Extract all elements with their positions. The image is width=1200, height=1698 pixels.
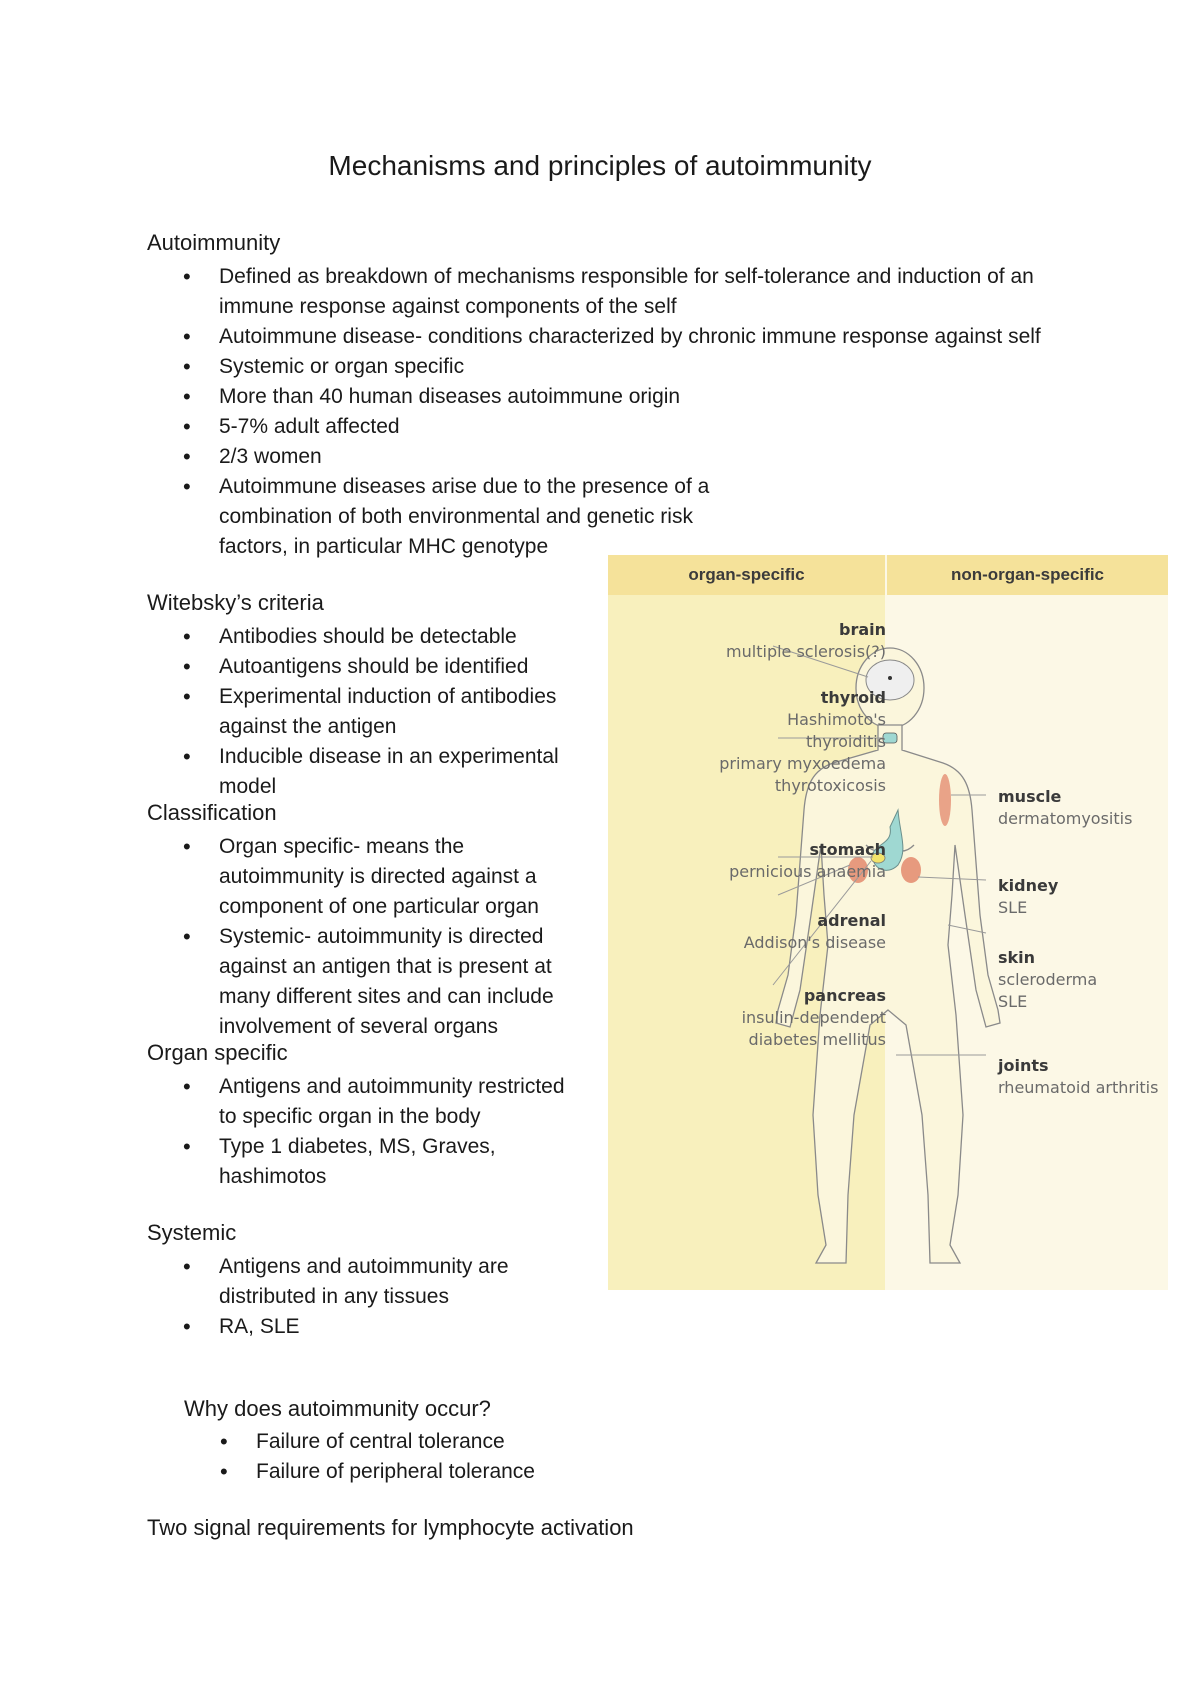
figure-header-organ-specific: organ-specific <box>608 555 885 595</box>
list-item: • Systemic- autoimmunity is directed against an antigen that is present at many different sites and can include involvement of several organs <box>147 922 587 1042</box>
organ-name: brain <box>838 620 886 639</box>
list-item: • 5-7% adult affected <box>147 412 1097 442</box>
organ-name: muscle <box>998 787 1062 806</box>
list-why <box>184 1427 784 1487</box>
label-skin <box>998 947 1097 1013</box>
list-item: • Failure of peripheral tolerance <box>184 1457 784 1487</box>
heading-why: Why does autoimmunity occur? <box>184 1396 491 1421</box>
disease-name: Hashimoto's thyroiditis primary myxoedema thyrotoxicosis <box>719 710 886 795</box>
disease-name: insulin-dependent diabetes mellitus <box>741 1008 886 1049</box>
list-item: • Antigens and autoimmunity restricted to specific organ in the body <box>147 1072 567 1132</box>
list-item: • Organ specific- means the autoimmunity is directed against a component of one particular organ <box>147 832 587 922</box>
human-body-illustration <box>608 595 1168 1290</box>
organ-name: adrenal <box>817 911 886 930</box>
label-muscle <box>998 786 1132 830</box>
organ-name: skin <box>998 948 1036 967</box>
heading-organ-specific: Organ specific <box>147 1040 288 1065</box>
heading-classification: Classification <box>147 800 277 825</box>
list-item: • Type 1 diabetes, MS, Graves, hashimotos <box>147 1132 567 1192</box>
page-title: Mechanisms and principles of autoimmunity <box>328 150 872 181</box>
list-item: • Inducible disease in an experimental model <box>147 742 587 802</box>
list-item: • Experimental induction of antibodies against the antigen <box>147 682 587 742</box>
muscle-shape <box>939 774 951 826</box>
list-item: • Defined as breakdown of mechanisms responsible for self-tolerance and induction of an immune response against components of the self <box>147 262 1097 322</box>
list-item: • RA, SLE <box>147 1312 567 1342</box>
list-item: • More than 40 human diseases autoimmune origin <box>147 382 1097 412</box>
right-kidney-shape <box>901 857 921 883</box>
list-item: • Antigens and autoimmunity are distributed in any tissues <box>147 1252 567 1312</box>
disease-name: rheumatoid arthritis <box>998 1078 1159 1097</box>
label-joints <box>998 1055 1158 1099</box>
disease-name: pernicious anaemia <box>729 862 886 881</box>
list-classification <box>147 832 587 1042</box>
label-thyroid <box>719 687 886 797</box>
organ-name: kidney <box>998 876 1059 895</box>
heading-autoimmunity: Autoimmunity <box>147 230 281 255</box>
list-item: • Failure of central tolerance <box>184 1427 784 1457</box>
figure-header-non-organ-specific: non-organ-specific <box>887 555 1168 595</box>
organ-name: thyroid <box>820 688 886 707</box>
list-systemic <box>147 1252 567 1342</box>
label-brain <box>726 619 886 663</box>
label-stomach <box>729 839 886 883</box>
disease-name: SLE <box>998 898 1028 917</box>
disease-name: dermatomyositis <box>998 809 1133 828</box>
list-item: • Autoantigens should be identified <box>147 652 587 682</box>
list-item: • Antibodies should be detectable <box>147 622 587 652</box>
list-item-continuation: factors, in particular MHC genotype <box>219 535 549 558</box>
organ-name: pancreas <box>803 986 886 1005</box>
organ-name: stomach <box>809 840 886 859</box>
list-organ-specific <box>147 1072 567 1192</box>
label-adrenal <box>744 910 886 954</box>
label-kidney <box>998 875 1058 919</box>
organ-name: joints <box>998 1056 1049 1075</box>
list-item: • Autoimmune diseases arise due to the presence of a combination of both environmental and genetic risk <box>147 472 719 532</box>
disease-name: scleroderma SLE <box>998 970 1098 1011</box>
list-witebsky <box>147 622 587 802</box>
autoimmune-disease-body-figure <box>608 555 1168 1290</box>
heading-witebsky: Witebsky’s criteria <box>147 590 324 615</box>
disease-name: Addison's disease <box>743 933 886 952</box>
list-item: • Autoimmune disease- conditions characterized by chronic immune response against self <box>147 322 1097 352</box>
heading-two-signal: Two signal requirements for lymphocyte activation <box>147 1515 634 1540</box>
brain-marker <box>888 676 892 680</box>
list-item: • Systemic or organ specific <box>147 352 1097 382</box>
heading-systemic: Systemic <box>147 1220 237 1245</box>
label-pancreas <box>742 985 886 1051</box>
list-autoimmunity <box>147 262 1097 562</box>
disease-name: multiple sclerosis(?) <box>726 642 886 661</box>
list-item: • 2/3 women <box>147 442 1097 472</box>
